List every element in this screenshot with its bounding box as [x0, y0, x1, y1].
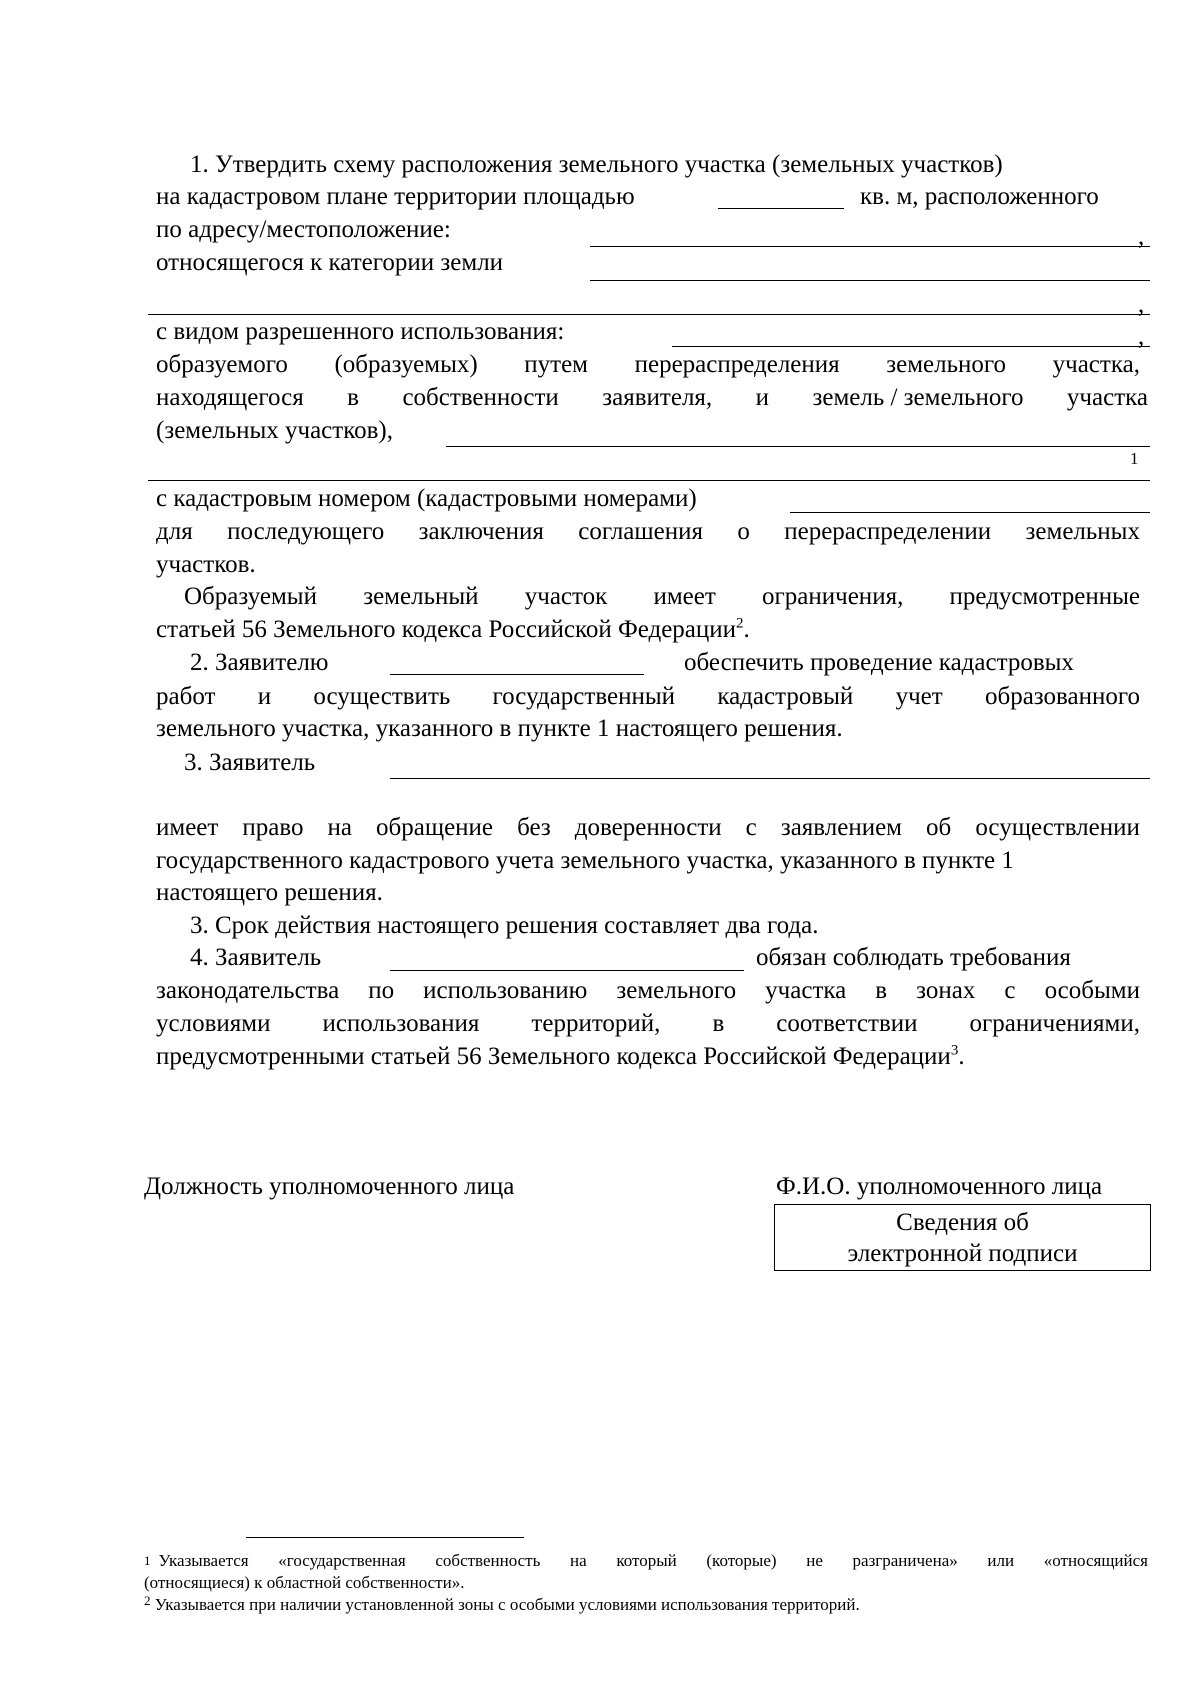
- applicant-blank[interactable]: [390, 674, 644, 675]
- land-category-blank[interactable]: [590, 280, 1150, 281]
- p4-line1-text-end: обязан соблюдать требования: [756, 944, 1071, 971]
- owner-blank[interactable]: [446, 446, 1150, 447]
- p3b-line1: 3. Срок действия настоящего решения составляет два года.: [190, 912, 819, 939]
- footnote-1-line1: 1 Указывается «государственная собственность на который (которые) не разграничена» или «относящийся: [144, 1551, 1148, 1570]
- comma: ,: [1138, 291, 1145, 318]
- p2-line1-text: 2. Заявителю: [190, 649, 329, 676]
- p3-line2: имеет право на обращение без доверенности с заявлением об осуществлении: [156, 814, 1140, 841]
- p2-line1-text-end: обеспечить проведение кадастровых: [684, 649, 1074, 676]
- p1-line11: для последующего заключения соглашения о перераспределении земельных: [156, 518, 1140, 545]
- p4-line3: условиями использования территорий, в соответствии ограничениями,: [156, 1010, 1140, 1037]
- position-label: Должность уполномоченного лица: [144, 1173, 515, 1200]
- p1-line2-text: на кадастровом плане территории площадью: [156, 183, 635, 210]
- footnote-ref-2: 2: [736, 615, 744, 632]
- signature-box-line2: электронной подписи: [847, 1240, 1078, 1267]
- p4-line1-text: 4. Заявитель: [190, 944, 322, 971]
- p1-line2-text-end: кв. м, расположенного: [860, 183, 1099, 210]
- land-category-blank-2[interactable]: [148, 314, 1150, 315]
- comma: ,: [1138, 223, 1145, 250]
- p3-line4: настоящего решения.: [156, 879, 383, 906]
- p1-line1: 1. Утвердить схему расположения земельного участка (земельных участков): [190, 151, 1003, 178]
- p1-line10-text: с кадастровым номером (кадастровыми номерами): [156, 485, 697, 512]
- footnote-2: $^2$ Указывается при наличии установленной зоны с особыми условиями использования территорий.: [144, 1593, 860, 1614]
- p1-line13: Образуемый земельный участок имеет ограничения, предусмотренные: [184, 583, 1140, 610]
- comma: ,: [1138, 323, 1145, 350]
- electronic-signature-box: [774, 1204, 1151, 1271]
- area-blank[interactable]: [718, 208, 844, 209]
- owner-blank-2[interactable]: [148, 480, 1150, 481]
- p3-line3: государственного кадастрового учета земельного участка, указанного в пункте 1: [156, 847, 1014, 874]
- p1-line7: образуемого (образуемых) путем перераспределения земельного участка,: [156, 351, 1140, 378]
- p1-line8: находящегося в собственности заявителя, и земель / земельного участка: [156, 384, 1148, 411]
- cadastral-number-blank[interactable]: [790, 512, 1150, 513]
- p1-line12: участков.: [156, 551, 256, 578]
- p4-line4: предусмотренными статьей 56 Земельного кодекса Российской Федерации$^3$.: [156, 1042, 965, 1070]
- p4-line2: законодательства по использованию земельного участка в зонах с особыми: [156, 977, 1140, 1004]
- p1-line14: статьей 56 Земельного кодекса Российской Федерации$^2$.: [156, 615, 750, 643]
- p3-line1-text: 3. Заявитель: [184, 749, 316, 776]
- applicant-blank-3[interactable]: [390, 778, 1150, 779]
- p2-line3: земельного участка, указанного в пункте 1 настоящего решения.: [156, 715, 843, 742]
- name-label: Ф.И.О. уполномоченного лица: [776, 1173, 1103, 1200]
- p1-line6-text: с видом разрешенного использования:: [156, 318, 565, 345]
- p1-line4-text: относящегося к категории земли: [156, 249, 504, 276]
- footnote-ref-3: 3: [950, 1042, 959, 1059]
- signature-box-line1: Сведения об: [896, 1209, 1029, 1236]
- p1-line3-text: по адресу/местоположение:: [156, 216, 451, 243]
- footnote-mark-1: 1: [1130, 449, 1139, 468]
- p1-line9-text: (земельных участков),: [156, 417, 393, 444]
- footnote-1-line2: (относящиеся) к областной собственности».: [144, 1573, 465, 1592]
- footnote-separator: [246, 1537, 524, 1538]
- p2-line2: работ и осуществить государственный кадастровый учет образованного: [156, 683, 1140, 710]
- permitted-use-blank[interactable]: [672, 346, 1150, 347]
- applicant-blank-4[interactable]: [390, 970, 744, 971]
- address-blank[interactable]: [590, 246, 1150, 247]
